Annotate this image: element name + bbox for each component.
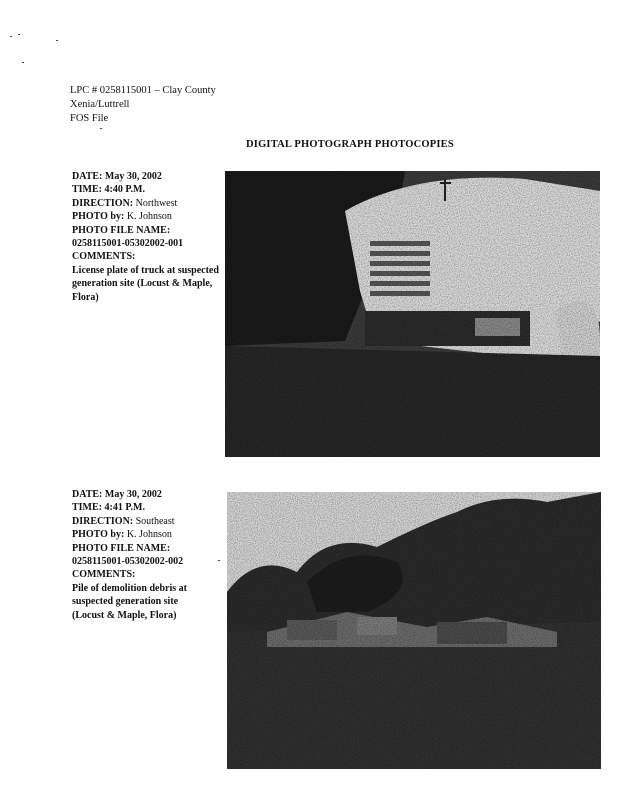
photo-direction: Northwest	[135, 197, 178, 209]
photo-date: May 30, 2002	[104, 171, 162, 182]
photo-file-name: 0258115001-05302002-001	[72, 238, 184, 250]
file-type: FOS File	[70, 113, 109, 124]
page-title: DIGITAL PHOTOGRAPH PHOTOCOPIES	[246, 139, 454, 150]
comments-label: COMMENTS:	[72, 569, 136, 581]
truck-photo	[225, 171, 600, 457]
file-name-label: PHOTO FILE NAME:	[72, 224, 171, 236]
photo-time: 4:41 P.M.	[104, 502, 145, 514]
photo-file-name: 0258115001-05302002-002	[72, 556, 184, 568]
photo-caption-2	[72, 488, 222, 622]
photo-by-label: PHOTO by:	[72, 211, 125, 223]
direction-label: DIRECTION:	[72, 515, 134, 527]
time-label: TIME:	[72, 184, 102, 196]
site-name: Xenia/Luttrell	[70, 99, 130, 110]
lpc-number: LPC # 0258115001 – Clay County	[70, 85, 216, 96]
truck-photo-image	[225, 171, 600, 457]
debris-photo-image	[227, 492, 601, 769]
date-label: DATE:	[72, 489, 103, 500]
photo-by-label: PHOTO by:	[72, 529, 125, 541]
time-label: TIME:	[72, 502, 102, 514]
photo-date: May 30, 2002	[104, 489, 162, 500]
date-label: DATE:	[72, 171, 103, 182]
photo-comments: Pile of demolition debris at suspected generation site (Locust & Maple, Flora)	[72, 582, 187, 621]
photographer: K. Johnson	[126, 211, 172, 223]
direction-label: DIRECTION:	[72, 197, 134, 209]
photo-caption-1	[72, 170, 222, 304]
photographer: K. Johnson	[126, 529, 172, 541]
photo-time: 4:40 P.M.	[104, 184, 145, 196]
comments-label: COMMENTS:	[72, 251, 136, 263]
file-name-label: PHOTO FILE NAME:	[72, 542, 171, 554]
photo-direction: Southeast	[135, 515, 175, 527]
photo-comments: License plate of truck at suspected generation site (Locust & Maple, Flora)	[72, 264, 219, 303]
debris-photo	[227, 492, 601, 769]
document-header	[70, 84, 216, 126]
